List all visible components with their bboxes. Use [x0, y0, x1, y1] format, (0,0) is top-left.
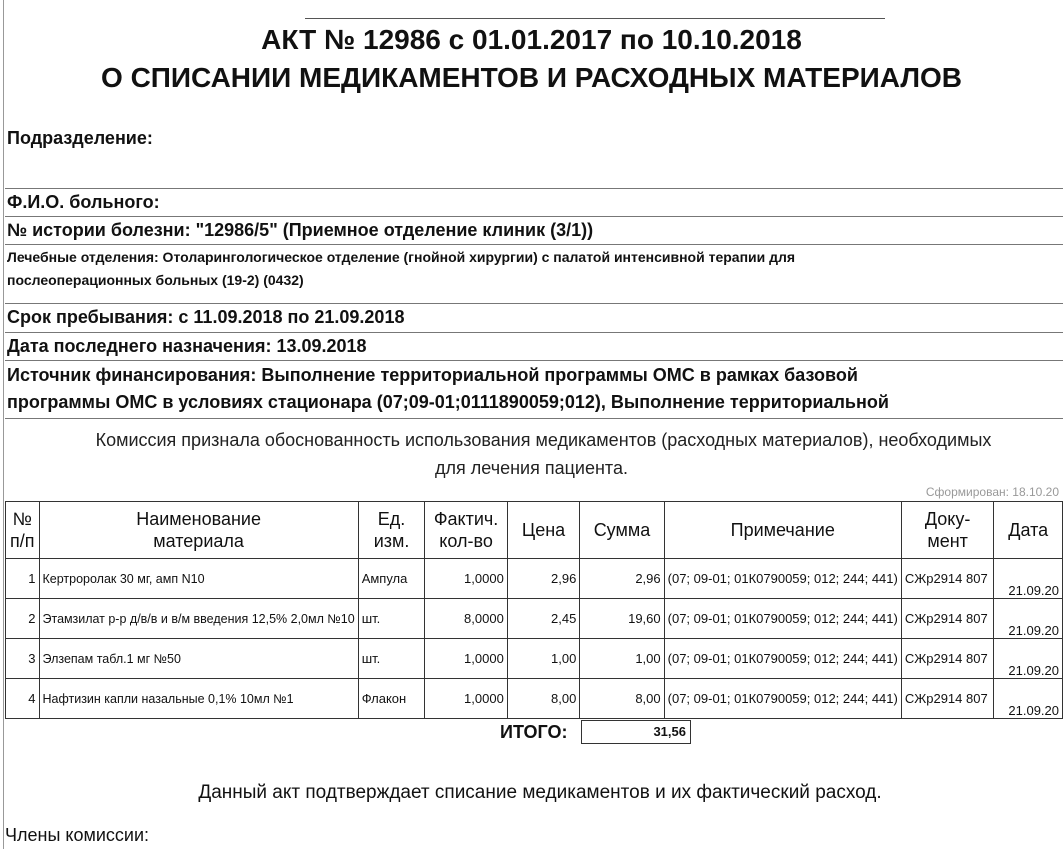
history-line: № истории болезни: "12986/5" (Приемное отделение клиник (3/1))	[7, 220, 594, 240]
formed-date: Сформирован: 18.10.20	[925, 485, 1059, 499]
table-row: 3 Элзепам табл.1 мг №50 шт. 1,0000 1,00 1,00 (07; 09-01; 01К0790059; 012; 244; 441) СЖр2914 807 21.09.20	[6, 639, 1063, 679]
col-price: Цена	[507, 502, 580, 559]
divider	[5, 244, 1063, 245]
last-appointment: Дата последнего назначения: 13.09.2018	[7, 336, 367, 356]
division-label: Подразделение:	[7, 128, 153, 148]
table-row: 4 Нафтизин капли назальные 0,1% 10мл №1 Флакон 1,0000 8,00 8,00 (07; 09-01; 01К0790059; 012; 244; 441) СЖр2914 807 21.09.20	[6, 679, 1063, 719]
total-label: ИТОГО:	[500, 722, 568, 742]
funding-line-1: Источник финансирования: Выполнение территориальной программы ОМС в рамках базовой	[7, 365, 858, 385]
col-doc: Доку- мент	[901, 502, 994, 559]
table-row: 1 Кертроролак 30 мг, амп N10 Ампула 1,0000 2,96 2,96 (07; 09-01; 01К0790059; 012; 244; 441) СЖр2914 807 21.09.20	[6, 559, 1063, 599]
divider	[5, 188, 1063, 189]
commission-text-2: для лечения пациента.	[435, 458, 628, 478]
departments-line-2: послеоперационных больных (19-2) (0432)	[7, 272, 304, 288]
col-date: Дата	[994, 502, 1063, 559]
act-title: АКТ № 12986 с 01.01.2017 по 10.10.2018	[261, 24, 802, 55]
act-subtitle: О СПИСАНИИ МЕДИКАМЕНТОВ И РАСХОДНЫХ МАТЕРИАЛОВ	[101, 62, 962, 93]
funding-line-2: программы ОМС в условиях стационара (07;09-01;0111890059;012), Выполнение территориальной	[7, 392, 889, 412]
table-row: 2 Этамзилат р-р д/в/в и в/м введения 12,5% 2,0мл №10 шт. 8,0000 2,45 19,60 (07; 09-01; 01К0790059; 012; 244; 441) СЖр2914 807 21.09.20	[6, 599, 1063, 639]
divider	[5, 216, 1063, 217]
col-num: № п/п	[6, 502, 40, 559]
patient-label: Ф.И.О. больного:	[7, 192, 160, 212]
confirmation-text: Данный акт подтверждает списание медикаментов и их фактический расход.	[198, 782, 882, 803]
total-value: 31,56	[581, 720, 691, 744]
top-rule	[305, 18, 885, 19]
col-name: Наименование материала	[39, 502, 358, 559]
commission-text-1: Комиссия признала обоснованность использования медикаментов (расходных материалов), необходимых	[95, 430, 992, 450]
col-unit: Ед. изм.	[358, 502, 425, 559]
col-sum: Сумма	[580, 502, 664, 559]
col-qty: Фактич. кол-во	[425, 502, 507, 559]
divider	[5, 360, 1063, 361]
divider	[5, 303, 1063, 304]
table-header	[6, 502, 1063, 559]
materials-table	[5, 501, 1063, 719]
divider	[5, 332, 1063, 333]
stay-period: Срок пребывания: с 11.09.2018 по 21.09.2018	[7, 307, 405, 327]
departments-line-1: Лечебные отделения: Отоларингологическое отделение (гнойной хирургии) с палатой интенсивной терапии для	[7, 249, 796, 265]
commission-members-label: Члены комиссии:	[5, 825, 150, 845]
col-note: Примечание	[664, 502, 901, 559]
divider	[5, 418, 1063, 419]
